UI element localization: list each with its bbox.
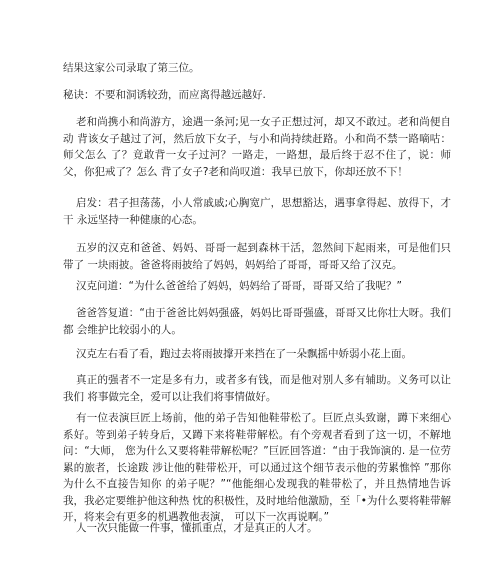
paragraph-hank-action: 汉克左右看了看，跑过去将雨披撑开来挡在了一朵飘摇中娇弱小花上面。 xyxy=(76,348,412,360)
paragraph-hank-story: 五岁的汉克和爸爸、妈妈、哥哥一起到森林干活，忽然间下起雨来，可是他们只带了 一块雨披。爸爸将雨披给了妈妈，妈妈给了哥哥，哥哥又给了汉克。 xyxy=(63,242,451,271)
paragraph-father-answer: 爸爸答复道：“由于爸爸比妈妈强盛，妈妈比哥哥强盛，哥哥又比你壮大呀。我们都 会维护比较弱小的人。 xyxy=(63,307,451,336)
paragraph-final-lesson: 人一次只能做一件事，懂抓重点，才是真正的人才。 xyxy=(76,522,318,534)
paragraph-master-story: 有一位表演巨匠上场前，他的弟子告知他鞋带松了。巨匠点头致谢，蹲下来细心系好。等到弟子转身后，又蹲下来将鞋带解松。有个旁观者看到了这一切，不解地问：“大师， 您为什么又要将鞋带解松呢？”巨匠回答道：“由于我饰演的. 是一位劳累的旅者，长途跋 涉让他的鞋带松开，可以通过这个细节表示他的劳累憔悴 ”那你为什么不直接告知你 的弟子呢？”“他能细心发现我的鞋带松了，并且热情地告诉我，我必定要维护他这种热 忱的积极性，及时地给他激励，至「•为什么要将鞋带解开，将来会有更多的机遇教他表演， 可以下一次再说啊。” xyxy=(63,412,451,523)
paragraph-strong-lesson: 真正的强者不一定是多有力，或者多有钱，而是他对别人多有辅助。义务可以让我们 将事做完全，爱可以让我们将事情做好。 xyxy=(63,374,451,403)
paragraph-monk-lesson: 启发：君子担荡荡，小人常戚戚;心胸宽广，思想豁达，遇事拿得起、放得下，才干 永远坚持一种健康的心态。 xyxy=(63,197,451,226)
paragraph-secret: 秘诀：不要和洞诱较劲，而应离得越远越好. xyxy=(63,89,266,101)
paragraph-hank-question: 汉克问道：“为什么爸爸给了妈妈，妈妈给了哥哥，哥哥又给了我呢？” xyxy=(76,280,402,292)
paragraph-monk-story: 老和尚携小和尚游方，途遇一条河;见一女子正想过河，却又不敢过。老和尚便自动 背该女子越过了河，然后放下女子，与小和尚持续赶路。小和尚不禁一路嘀咕：师父怎么 了？竟敢背一女子过河？一路走，一路想，最后终于忍不住了，说：师父，你犯戒了？怎么 背了女子?老和尚叹道：我早已放下，你却还放不下！ xyxy=(63,116,451,178)
paragraph-result: 结果这家公司录取了第三位。 xyxy=(63,62,200,74)
